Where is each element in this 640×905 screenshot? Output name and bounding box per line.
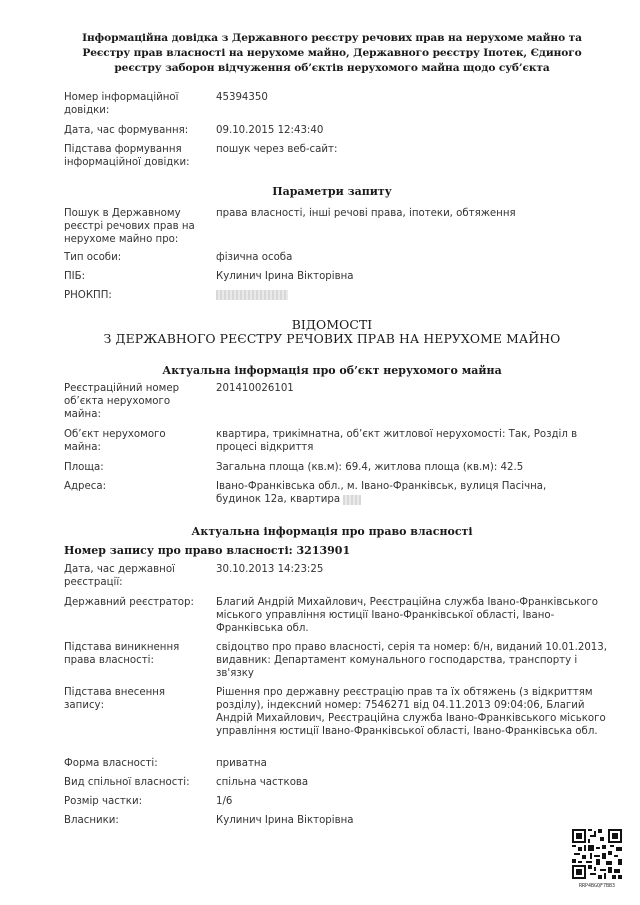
record-number: 3213901 [296,544,351,557]
register-title-line2: З ДЕРЖАВНОГО РЕЄСТРУ РЕЧОВИХ ПРАВ НА НЕРУХОМЕ МАЙНО [103,331,561,346]
field-value-certificate-number: 45394350 [216,92,268,103]
field-label-registrar: Державний реєстратор: [64,597,194,608]
field-label-person-type: Тип особи: [64,252,122,263]
field-label-joint-ownership-type: Вид спільної власності: [64,777,190,788]
field-label-full-name: ПІБ: [64,271,86,282]
object-section-title: Актуальна інформація про об’єкт нерухомого майна [162,364,502,377]
field-label-share-size: Розмір частки: [64,796,143,807]
field-label-registration-number: Реєстраційний номер об’єкта нерухомого майна: [64,383,180,420]
field-label-certificate-number: Номер інформаційної довідки: [64,92,179,116]
ownership-record-number [64,544,350,558]
field-label-tax-id: РНОКПП: [64,290,112,301]
redacted-tax-id [216,290,288,300]
field-value-area: Загальна площа (кв.м): 69.4, житлова площа (кв.м): 42.5 [216,462,524,473]
field-value-address: Івано-Франківська обл., м. Івано-Франківськ, вулиця Пасічна, будинок 12а, квартира [216,481,547,505]
field-value-entry-basis: Рішення про державну реєстрацію прав та їх обтяжень (з відкриттям розділу), індексний номер: 7546271 від 04.11.2013 09:04:06, Благий Андрій Михайлович, Реєстраційна служба Івано-Франківського міського управління юстиції Івано-Франківської області, Івано-Франківська обл. [216,687,606,737]
field-label-entry-basis: Підстава внесення запису: [64,687,166,711]
field-label-ownership-basis: Підстава виникнення права власності: [64,642,180,666]
field-label-generation-basis: Підстава формування інформаційної довідки: [64,144,190,168]
query-section-title: Параметри запиту [272,185,392,198]
field-label-property-object: Об’єкт нерухомого майна: [64,429,166,453]
qr-code-caption: RRP4BGQF7BB3 [578,883,616,889]
field-label-address: Адреса: [64,481,107,492]
field-label-generated-at: Дата, час формування: [64,125,189,136]
field-value-joint-ownership-type: спільна часткова [216,777,309,788]
field-value-ownership-basis: свідоцтво про право власності, серія та номер: б/н, виданий 10.01.2013, видавник: Департамент комунального господарства, транспорту і зв'язку [216,642,608,679]
register-title-line1: ВІДОМОСТІ [291,317,373,332]
field-label-ownership-form: Форма власності: [64,758,158,769]
field-label-registration-date: Дата, час державної реєстрації: [64,564,175,588]
field-label-search-scope: Пошук в Державному реєстрі речових прав на нерухоме майно про: [64,208,195,245]
field-value-person-type: фізична особа [216,252,293,263]
record-label: Номер запису про право власності: [64,544,293,557]
field-value-generation-basis: пошук через веб-сайт: [216,144,338,155]
field-value-registrar: Благий Андрій Михайлович, Реєстраційна служба Івано-Франківського міського управління юстиції Івано-Франківської області, Івано-Франківська обл. [216,597,598,634]
field-value-generated-at: 09.10.2015 12:43:40 [216,125,324,136]
field-value-ownership-form: приватна [216,758,267,769]
field-label-area: Площа: [64,462,104,473]
field-label-owners: Власники: [64,815,119,826]
field-value-property-object: квартира, трикімнатна, об’єкт житлової нерухомості: Так, Розділ в процесі відкриття [216,429,578,453]
field-value-registration-number: 201410026101 [216,383,294,394]
field-value-owners: Кулинич Ірина Вікторівна [216,815,354,826]
field-value-share-size: 1/6 [216,796,233,807]
field-value-search-scope: права власності, інші речові права, іпотеки, обтяження [216,208,516,219]
field-value-full-name: Кулинич Ірина Вікторівна [216,271,354,282]
document-title: Інформаційна довідка з Державного реєстру речових прав на нерухоме майно та Реєстру прав власності на нерухоме майно, Державного реєстру Іпотек, Єдиного реєстру заборон відчуження об’єктів нерухомого майна щодо суб’єкта [82,32,582,74]
field-value-registration-date: 30.10.2013 14:23:25 [216,564,324,575]
qr-code-icon [572,829,622,879]
redacted-apartment-number [343,495,361,505]
ownership-section-title: Актуальна інформація про право власності [191,525,473,538]
